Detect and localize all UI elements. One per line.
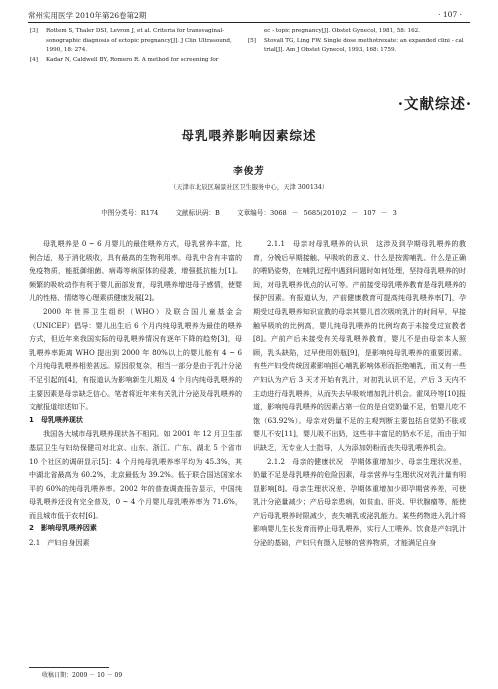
clc-number: 中图分类号：R174 bbox=[101, 209, 159, 217]
reference-number: [4] bbox=[30, 56, 38, 63]
author-name: 李俊芳 bbox=[233, 166, 265, 177]
body-column-left bbox=[29, 237, 242, 550]
reference-item bbox=[248, 27, 473, 37]
reference-item bbox=[30, 27, 240, 56]
journal-name: 常州实用医学 2010年第26卷第2期 bbox=[28, 11, 147, 20]
body-paragraph: 2000 年世界卫生组织（WHO）及联合国儿童基金会（UNICEF）倡导：婴儿出生后 6 个月内纯母乳喂养为最佳的喂养方式，但近年来我国实际的母乳喂养情况有逐年下降的趋势[3]，母乳喂养率距离 WHO 提出到 2000 年 80%以上的婴儿能有 4 ~ 6 个月纯母乳喂养相差甚远。原因很复杂，相当一部分是由于乳汁分泌不足引起的[4]，有报道认为影响新生儿期及 4 个月内纯母乳喂养的主要因素是母亲缺乏信心。笔者将近年来有关乳汁分泌及母乳喂养的文献报道综述如下。 bbox=[29, 306, 242, 412]
article-metadata bbox=[0, 207, 498, 217]
footnote-rule bbox=[29, 667, 109, 668]
reference-item bbox=[248, 37, 473, 56]
body-column-right bbox=[253, 237, 466, 550]
reference-number: [5] bbox=[248, 37, 256, 44]
reference-text: Kadar N, Caldwell BY, Romero R. A method for screening for bbox=[46, 56, 219, 63]
section-heading: 2 影响母乳喂养因素 bbox=[29, 524, 97, 533]
body-paragraph: 母乳喂养是 0 ~ 6 月婴儿的最佳喂养方式，母乳营养丰富，比例合适，易于消化吸收，具有最高的生物利用率。母乳中含有丰富的免疫物质，能抵御细菌、病毒等病原体的侵袭，增强抵抗能力[1]。频繁的吸吮动作有利于婴儿面部发育，母乳喂养增进母子感情，使婴儿的性格、情绪等心理素质健康发展[2]。 bbox=[29, 239, 242, 303]
body-paragraph: 2.1.1 母亲对母乳喂养的认识 这涉及到孕期母乳喂养的教育，分娩后早期接触、早吸吮的意义、什么是按需哺乳、什么是正确的喂奶姿势，在哺乳过程中遇到问题时如何处理，坚持母乳喂养的时间，对母乳喂养优点的认可等。产前接受母乳喂养教育是母乳喂养的保护因素。有报道认为，产前健康教育可提高纯母乳喂养率[7]，孕期受过母乳喂养知识宣教的母亲其婴儿首次吸吮乳汁的时间早，早接触早吸吮的比例高，婴儿纯母乳喂养的比例均高于未接受过宣教者[8]。产前产后未接受有关母乳喂养教育，婴儿不是由母亲本人照顾，乳头缺陷，过早使用奶瓶[9]，是影响纯母乳喂养的重要因素。有些产妇受传统因素影响担心哺乳影响体形而拒绝哺乳，而又有一些产妇认为产后 3 天才开始有乳汁，对初乳认识不足，产后 3 天内不主动进行母乳喂养，从而失去早吸吮增加乳汁机会。霍凤玲等[10]报道，影响纯母乳喂养的因素占第一位的是自觉奶量不足，怕婴儿吃不饱（63.92%）。母亲对奶量不足的主观判断主要包括自觉奶不胀或婴儿不安[11]，婴儿吸不出奶，这些非丰富足的奶水不足，而由于知识缺乏，无专业人士指导，人为添加奶粉而丧失母乳喂养机会。 bbox=[253, 239, 466, 452]
section-heading: 1 母乳喂养现状 bbox=[29, 415, 83, 424]
references-right bbox=[248, 27, 473, 56]
reference-text: ec - topic pregnancy[J]. Obstet Gynecol, 1981, 58: 162. bbox=[264, 28, 420, 34]
reference-number bbox=[248, 27, 264, 37]
reference-text: Rottem S, Thaler DSI, Levron J, et al. Criteria for transvaginal-sonographic diagnosis of ectopic pregnancy[J]. J Clin Ultrasound, 1990, 18: 274. bbox=[46, 28, 232, 54]
body-paragraph: 2.1.2 母亲的健康状况 孕期体重增加少、母亲生理状况差、奶量不足是母乳喂养的危险因素，母亲营养与生理状况对乳汁量有明显影响[8]。母亲生理状况差、孕期体重增加少即孕期营养差，可使乳汁分泌量减少；产后母亲患病，如贫血、肝炎、甲状腺瘤等，能使产后母乳喂养时限减少，丧失哺乳或泌乳能力。某些药物进入乳汁将影响婴儿生长发育而停止母乳喂养，实行人工喂养。饮食是产妇乳汁分泌的基础，产妇只有摄入足够的营养物质，才能满足自身 bbox=[253, 456, 466, 548]
page-number: · 107 · bbox=[438, 10, 462, 19]
article-title: 母乳喂养影响因素综述 bbox=[181, 128, 317, 143]
running-header bbox=[28, 8, 470, 22]
article-id: 文章编号：3068 － 5685(2010)2 － 107 － 3 bbox=[236, 209, 397, 217]
body-paragraph: 我国各大城市母乳喂养现状各不相同。如 2001 年 12 月卫生部基层卫生与妇幼保健司对北京、山东、浙江、广东、湖北 5 个省市 10 个社区的调研显示[5]：4 个月纯母乳喂养率平均为 45.3%，其中湖北省最高为 60.2%，北京最低为 39.2%。低于联合国达国家水平的 60%的纯母乳喂养率。2002 年的普查调查报告显示，中国纯母乳喂养还没有完全普及，0 ~ 4 个月婴儿母乳喂养率为 71.6%，而且城市低于农村[6]。 bbox=[29, 429, 242, 520]
subsection-heading: 2.1 产妇自身因素 bbox=[29, 538, 90, 548]
reference-item bbox=[30, 56, 240, 66]
received-date-footnote: 收稿日期：2009 － 10 － 09 bbox=[42, 672, 123, 679]
references-left bbox=[30, 27, 240, 65]
reference-text: Stovall TG, Ling FW. Single dose methotrexate: an expanded clini - cal trial[J]. Am J Obstet Gynecol, 1993, 168: 1759. bbox=[264, 37, 464, 54]
document-code: 文献标识码：B bbox=[175, 209, 220, 217]
column-category-tag: ·文献综述· bbox=[397, 96, 472, 113]
reference-number: [3] bbox=[30, 28, 38, 34]
header-rule bbox=[28, 22, 470, 23]
author-affiliation: （天津市北辰区瑞景社区卫生服务中心，天津 300134） bbox=[169, 184, 329, 191]
